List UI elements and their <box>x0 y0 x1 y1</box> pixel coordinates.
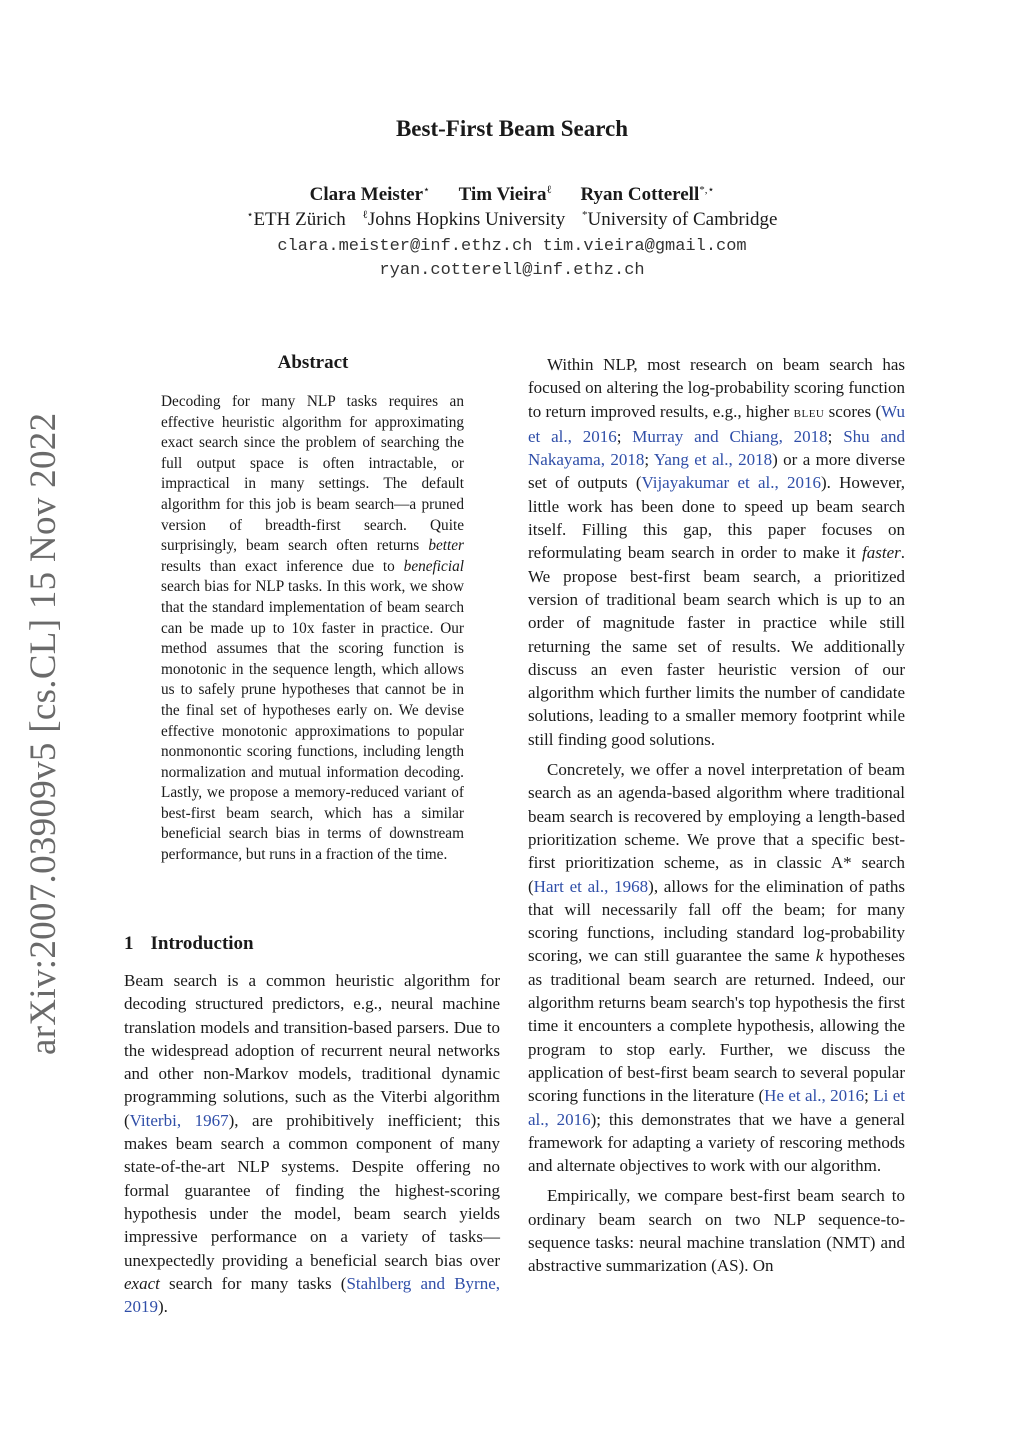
citation-link[interactable]: Wu et al., 2016 <box>528 401 905 446</box>
author: Tim Vieira$^\ell$ <box>458 184 552 205</box>
section-number: 1 <box>124 933 134 954</box>
intro-paragraph-3: Concretely, we offer a novel interpretation of beam search as an agenda-based algorithm where traditional beam search is recovered by employing a length-based prioritization scheme. We prove that a specific best-first prioritization scheme, as in classic A* search (Hart et al., 1968), allows for the elimination of paths that will necessarily fall off the beam; for many scoring functions, including standard log-probability scoring, we can still guarantee the same k hypotheses as traditional beam search are returned. Indeed, our algorithm returns beam search's top hypothesis the first time it encounters a complete hypothesis, allowing the program to stop early. Further, we discuss the application of best-first beam search to several popular scoring functions in the literature (He et al., 2016; Li et al., 2016); this demonstrates that we have a general framework for adapting a variety of rescoring methods and alternate objectives to work with our algorithm. <box>528 760 906 1176</box>
citation-link[interactable]: Vijayakumar et al., 2016 <box>641 473 821 493</box>
author: Clara Meister⋆ <box>309 184 430 205</box>
citation-link[interactable]: Stahlberg and Byrne, 2019 <box>124 1273 501 1317</box>
affiliation: ⋆ETH Zürich <box>246 209 346 230</box>
abstract-body: Decoding for many NLP tasks requires an effective heuristic algorithm for approximating exact search since the problem of searching the full output space is often intractable, or impractical in many settings. The default algorithm for this job is beam search—a pruned version of breadth-first search. Quite surprisingly, beam search often returns better results than exact inference due to beneficial search bias for NLP tasks. In this work, we show that the standard implementation of beam search can be made up to 10x faster in practice. Our method assumes that the scoring function is monotonic in the sequence length, which allows us to safely prune hypotheses that cannot be in the final set of hypotheses early on. We devise effective monotonic approximations to popular nonmonontic scoring functions, including length normalization and mutual information decoding. Lastly, we propose a memory-reduced variant of best-first beam search, which has a similar beneficial search bias in terms of downstream performance, but runs in a fraction of the time. <box>161 393 464 864</box>
intro-paragraph-4: Empirically, we compare best-first beam search to ordinary beam search on two NLP sequence-to-sequence tasks: neural machine translation (NMT) and abstractive summarization (AS). On <box>528 1186 905 1276</box>
section-title: Introduction <box>150 933 254 954</box>
right-column <box>528 353 905 1285</box>
citation-link[interactable]: Hart et al., 1968 <box>533 876 649 896</box>
citation-link[interactable]: Shu and Nakayama, 2018 <box>528 426 906 470</box>
section-heading-introduction <box>124 933 254 955</box>
email-line: clara.meister@inf.ethz.ch tim.vieira@gmail.com <box>277 237 747 256</box>
citation-link[interactable]: Viterbi, 1967 <box>129 1110 229 1130</box>
author-emails <box>0 235 1024 283</box>
citation-link[interactable]: He et al., 2016 <box>764 1086 865 1106</box>
intro-paragraph-2: Within NLP, most research on beam search has focused on altering the log-probability scoring function to return improved results, e.g., higher bleu scores (Wu et al., 2016; Murray and Chiang, 2018; Shu and Nakayama, 2018; Yang et al., 2018) or a more diverse set of outputs (Vijayakumar et al., 2016). However, little work has been done to speed up beam search itself. Filling this gap, this paper focuses on reformulating beam search in order to make it faster. We propose best-first beam search, a prioritized version of traditional beam search which is up to an order of magnitude faster in practice while still returning the same set of results. We additionally discuss an even faster heuristic version of our algorithm which further limits the number of candidate solutions, leading to a smaller memory footprint while still finding good solutions. <box>528 355 906 749</box>
affiliation: *University of Cambridge <box>581 209 778 230</box>
author-list <box>0 183 1024 206</box>
citation-link[interactable]: Li et al., 2016 <box>528 1086 905 1129</box>
affiliation-list <box>0 208 1024 231</box>
citation-link[interactable]: Yang et al., 2018 <box>653 450 773 470</box>
paper-title: Best-First Beam Search <box>395 116 629 141</box>
affiliation: $^\ell$Johns Hopkins University <box>362 209 566 230</box>
author: Ryan Cotterell*,⋆ <box>580 184 715 205</box>
citation-link[interactable]: Murray and Chiang, 2018 <box>632 426 828 446</box>
arxiv-identifier: arXiv:2007.03909v5 [cs.CL] 15 Nov 2022 <box>23 412 64 1055</box>
abstract-heading: Abstract <box>277 352 349 373</box>
intro-paragraph-1: Beam search is a common heuristic algorithm for decoding structured predictors, e.g., neural machine translation models and transition-based parsers. Due to the widespread adoption of recurrent neural networks and other non-Markov models, traditional dynamic programming solutions, such as the Viterbi algorithm (Viterbi, 1967), are prohibitively inefficient; this makes beam search a common component of many state-of-the-art NLP systems. Despite offering no formal guarantee of finding the highest-scoring hypothesis under the model, beam search yields impressive performance on a variety of tasks—unexpectedly providing a beneficial search bias over exact search for many tasks (Stahlberg and Byrne, 2019). <box>124 971 501 1317</box>
email-line: ryan.cotterell@inf.ethz.ch <box>379 261 645 280</box>
